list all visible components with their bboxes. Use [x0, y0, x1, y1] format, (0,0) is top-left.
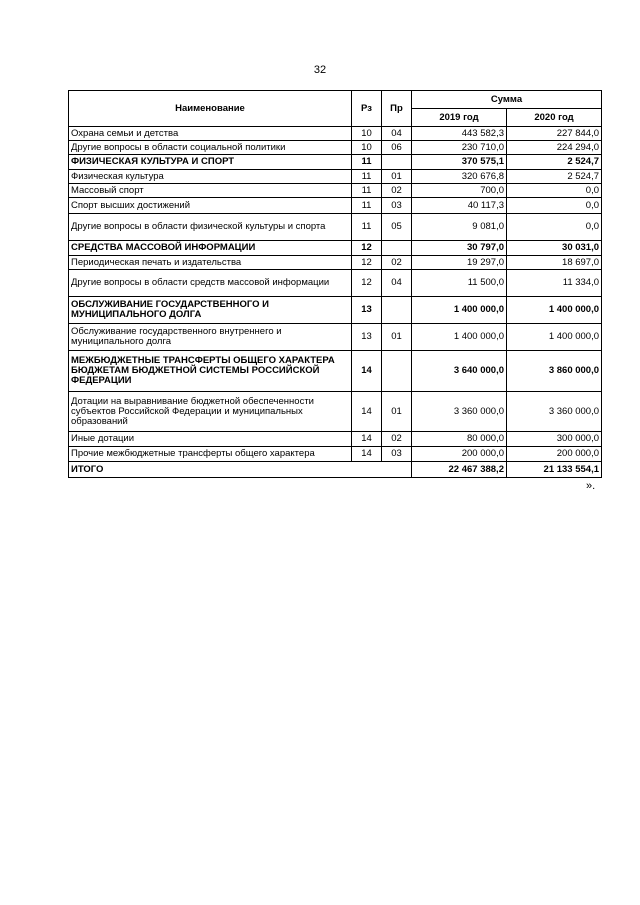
row-rz: 13: [352, 297, 382, 324]
row-2020: 224 294,0: [507, 141, 602, 155]
row-name: Другие вопросы в области физической культуры и спорта: [69, 214, 352, 241]
row-2020: 0,0: [507, 198, 602, 214]
table-row: [69, 324, 602, 351]
row-rz: 12: [352, 256, 382, 270]
row-name: Другие вопросы в области социальной политики: [69, 141, 352, 155]
row-name: Охрана семьи и детства: [69, 127, 352, 141]
row-rz: 13: [352, 324, 382, 351]
row-pr: 02: [382, 256, 412, 270]
row-2020: 0,0: [507, 184, 602, 198]
row-2020: 1 400 000,0: [507, 297, 602, 324]
row-2019: 320 676,8: [412, 170, 507, 184]
table-body: [69, 127, 602, 462]
row-pr: 04: [382, 270, 412, 297]
row-pr: 01: [382, 324, 412, 351]
budget-table: [68, 90, 602, 478]
row-2019: 19 297,0: [412, 256, 507, 270]
row-2019: 1 400 000,0: [412, 297, 507, 324]
row-pr: 01: [382, 170, 412, 184]
row-2019: 11 500,0: [412, 270, 507, 297]
row-2019: 3 640 000,0: [412, 351, 507, 392]
header-year-2020: 2020 год: [507, 109, 602, 127]
header-year-2019: 2019 год: [412, 109, 507, 127]
row-name: Массовый спорт: [69, 184, 352, 198]
row-rz: 11: [352, 214, 382, 241]
row-2020: 2 524,7: [507, 170, 602, 184]
row-name: Обслуживание государственного внутреннего и муниципального долга: [69, 324, 352, 351]
row-2020: 2 524,7: [507, 155, 602, 170]
table-row: [69, 270, 602, 297]
table-row: [69, 198, 602, 214]
row-rz: 11: [352, 155, 382, 170]
row-2020: 0,0: [507, 214, 602, 241]
row-2019: 1 400 000,0: [412, 324, 507, 351]
row-2019: 230 710,0: [412, 141, 507, 155]
row-rz: 14: [352, 447, 382, 462]
row-name: Периодическая печать и издательства: [69, 256, 352, 270]
row-name: Прочие межбюджетные трансферты общего характера: [69, 447, 352, 462]
header-pr: Пр: [382, 91, 412, 127]
row-pr: 03: [382, 447, 412, 462]
row-2020: 300 000,0: [507, 432, 602, 447]
row-name: ФИЗИЧЕСКАЯ КУЛЬТУРА И СПОРТ: [69, 155, 352, 170]
row-2020: 200 000,0: [507, 447, 602, 462]
row-2020: 227 844,0: [507, 127, 602, 141]
closing-quote: ».: [586, 480, 596, 492]
row-rz: 11: [352, 170, 382, 184]
table-row: [69, 392, 602, 432]
header-name: Наименование: [69, 91, 352, 127]
row-2020: 30 031,0: [507, 241, 602, 256]
row-rz: 10: [352, 141, 382, 155]
row-pr: [382, 155, 412, 170]
total-2020: 21 133 554,1: [507, 462, 602, 478]
table-row: [69, 447, 602, 462]
table-row: [69, 351, 602, 392]
table-row: [69, 256, 602, 270]
row-rz: 11: [352, 198, 382, 214]
table-row: [69, 141, 602, 155]
row-2019: 700,0: [412, 184, 507, 198]
row-rz: 12: [352, 241, 382, 256]
row-name: Дотации на выравнивание бюджетной обеспеченности субъектов Российской Федерации и муниципальных образований: [69, 392, 352, 432]
header-sum: Сумма: [412, 91, 602, 109]
row-name: Другие вопросы в области средств массовой информации: [69, 270, 352, 297]
total-row: [69, 462, 602, 478]
row-rz: 11: [352, 184, 382, 198]
row-pr: [382, 351, 412, 392]
row-2020: 3 860 000,0: [507, 351, 602, 392]
row-2019: 40 117,3: [412, 198, 507, 214]
table-row: [69, 127, 602, 141]
total-label: ИТОГО: [69, 462, 412, 478]
row-name: ОБСЛУЖИВАНИЕ ГОСУДАРСТВЕННОГО И МУНИЦИПАЛЬНОГО ДОЛГА: [69, 297, 352, 324]
row-pr: 02: [382, 184, 412, 198]
header-rz: Рз: [352, 91, 382, 127]
row-pr: 06: [382, 141, 412, 155]
table-row: [69, 170, 602, 184]
row-pr: 03: [382, 198, 412, 214]
row-2019: 30 797,0: [412, 241, 507, 256]
row-2020: 11 334,0: [507, 270, 602, 297]
row-2019: 3 360 000,0: [412, 392, 507, 432]
table-row: [69, 214, 602, 241]
table-row: [69, 155, 602, 170]
row-pr: [382, 241, 412, 256]
row-pr: [382, 297, 412, 324]
row-2019: 370 575,1: [412, 155, 507, 170]
row-rz: 12: [352, 270, 382, 297]
row-2019: 80 000,0: [412, 432, 507, 447]
row-pr: 01: [382, 392, 412, 432]
row-2019: 443 582,3: [412, 127, 507, 141]
row-name: СРЕДСТВА МАССОВОЙ ИНФОРМАЦИИ: [69, 241, 352, 256]
row-2020: 18 697,0: [507, 256, 602, 270]
row-2020: 1 400 000,0: [507, 324, 602, 351]
row-2019: 200 000,0: [412, 447, 507, 462]
row-name: МЕЖБЮДЖЕТНЫЕ ТРАНСФЕРТЫ ОБЩЕГО ХАРАКТЕРА БЮДЖЕТАМ БЮДЖЕТНОЙ СИСТЕМЫ РОССИЙСКОЙ ФЕДЕРАЦИИ: [69, 351, 352, 392]
row-rz: 10: [352, 127, 382, 141]
row-name: Спорт высших достижений: [69, 198, 352, 214]
table-row: [69, 241, 602, 256]
table-row: [69, 297, 602, 324]
row-rz: 14: [352, 351, 382, 392]
total-2019: 22 467 388,2: [412, 462, 507, 478]
row-rz: 14: [352, 392, 382, 432]
row-2019: 9 081,0: [412, 214, 507, 241]
row-2020: 3 360 000,0: [507, 392, 602, 432]
row-pr: 02: [382, 432, 412, 447]
row-pr: 05: [382, 214, 412, 241]
page-number: 32: [313, 64, 327, 76]
row-name: Иные дотации: [69, 432, 352, 447]
row-name: Физическая культура: [69, 170, 352, 184]
row-pr: 04: [382, 127, 412, 141]
table-row: [69, 184, 602, 198]
table-row: [69, 432, 602, 447]
row-rz: 14: [352, 432, 382, 447]
